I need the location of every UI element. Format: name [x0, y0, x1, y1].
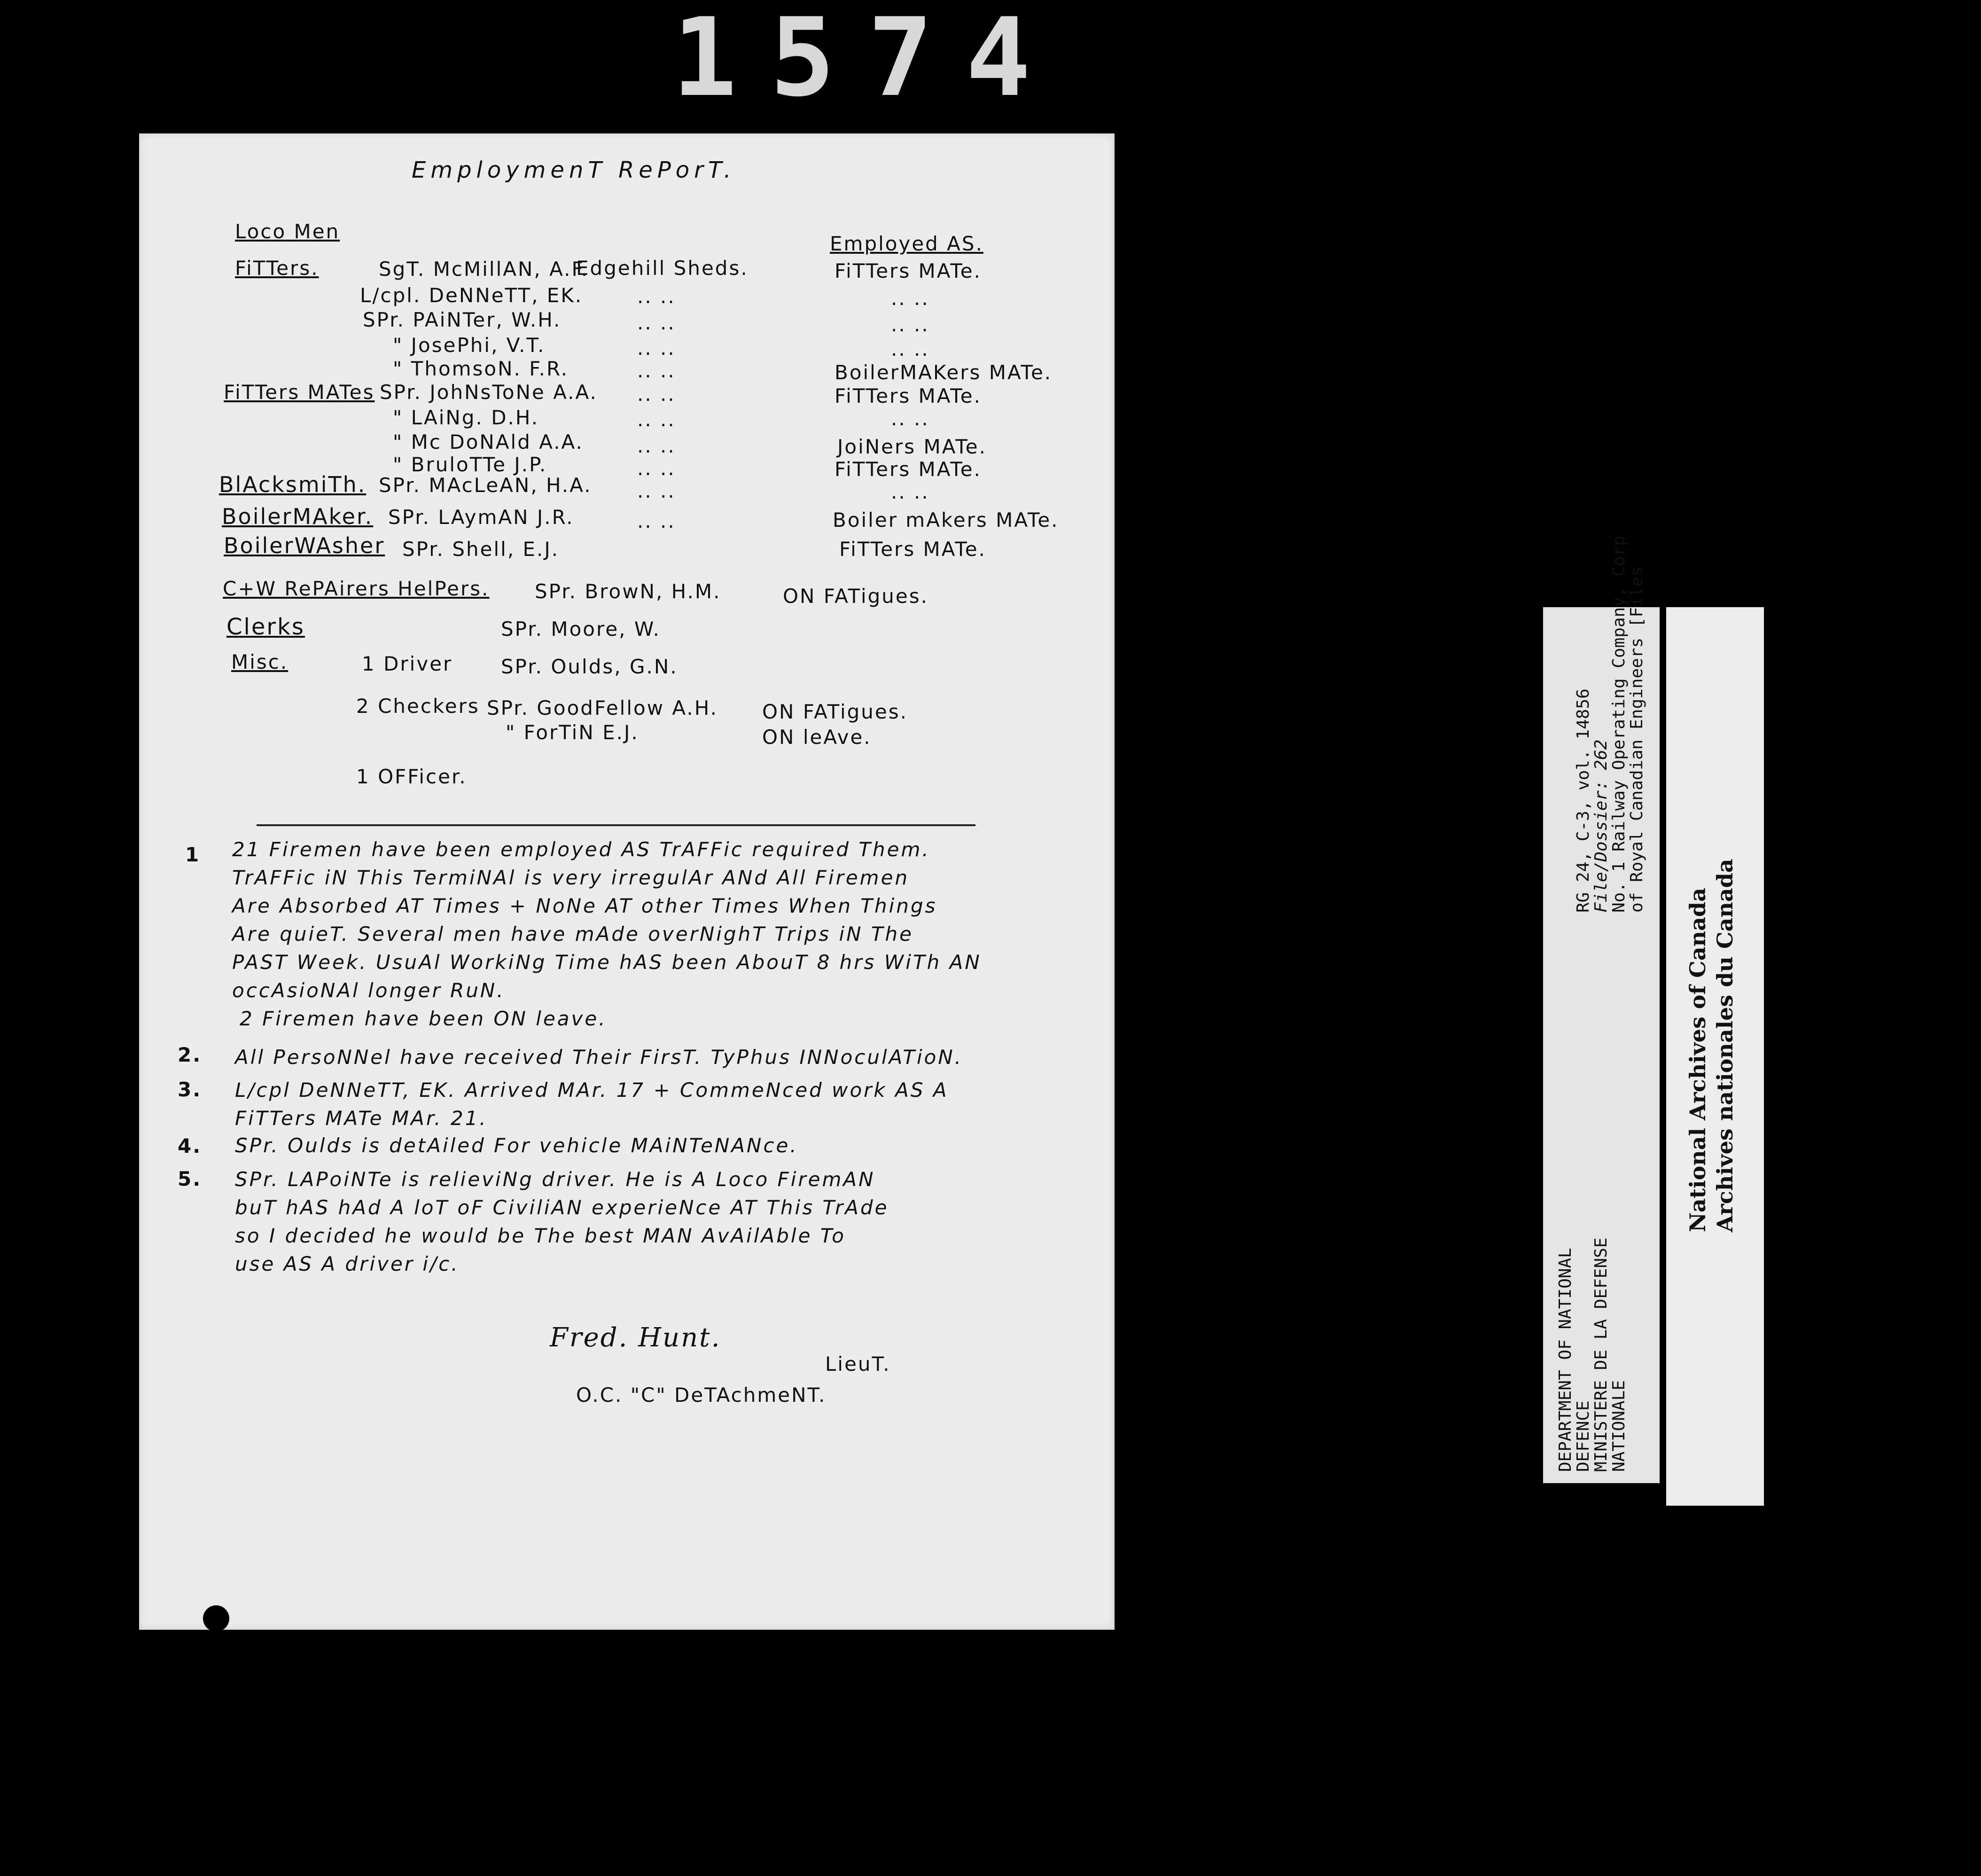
dept-line: DEFENCE — [1574, 1400, 1593, 1472]
roster-name: " LAiNg. D.H. — [393, 406, 539, 429]
misc-driver-name: SPr. Oulds, G.N. — [501, 655, 678, 678]
signature: Fred. Hunt. — [550, 1322, 721, 1353]
roster-employed-as: FiTTers MATe. — [835, 384, 982, 407]
roster-employed-as: FiTTers MATe. — [835, 259, 982, 282]
note-line: Are Absorbed AT Times + NoNe AT other Times When Things — [232, 894, 937, 917]
cw-category: C+W RePAirers HelPers. — [223, 577, 490, 600]
misc-checker-status: ON FATigues. — [762, 700, 908, 723]
roster-location: .. .. — [637, 359, 676, 382]
misc-checker-name: SPr. GoodFellow A.H. — [487, 696, 718, 719]
cw-name: SPr. BrowN, H.M. — [535, 580, 721, 603]
roster-location: .. .. — [637, 336, 676, 360]
roster-employed-as: .. .. — [891, 480, 929, 503]
roster-name: SPr. JohNsToNe A.A. — [380, 381, 598, 404]
roster-name: SPr. PAiNTer, W.H. — [363, 308, 562, 331]
note-line: occAsioNAl longer RuN. — [232, 979, 505, 1002]
note-line: FiTTers MATe MAr. 21. — [235, 1107, 488, 1130]
file-desc-line: No. 1 Railway Operating Company, Corp — [1609, 536, 1629, 913]
note-line: 2 Firemen have been ON leave. — [240, 1007, 607, 1030]
roster-location: .. .. — [637, 479, 676, 502]
dept-line: MINISTERE DE LA DEFENSE — [1591, 1237, 1611, 1472]
roster-employed-as: Boiler mAkers MATe. — [833, 508, 1059, 532]
misc-category: Misc. — [231, 650, 289, 673]
roster-name: SPr. MAcLeAN, H.A. — [379, 474, 592, 497]
roster-category: BoilerMAker. — [222, 504, 374, 529]
archives-en: National Archives of Canada — [1685, 888, 1710, 1232]
roster-name: SgT. McMillAN, A.F. — [379, 258, 589, 281]
report-sheet — [139, 133, 1115, 1630]
misc-checker-status: ON leAve. — [762, 726, 872, 749]
roster-location: .. .. — [637, 383, 676, 406]
rank: LieuT. — [825, 1352, 891, 1376]
roster-location: .. .. — [637, 457, 676, 480]
section-loco-men: Loco Men — [235, 220, 340, 243]
note-line: 21 Firemen have been employed AS TrAFFic required Them. — [232, 838, 930, 861]
file-dossier: File/Dossier: 262 — [1591, 739, 1611, 913]
roster-location: .. .. — [637, 311, 676, 334]
misc-officer: 1 OFFicer. — [356, 765, 467, 788]
note-line: PAST Week. UsuAl WorkiNg Time hAS been AbouT 8 hrs WiTh AN — [232, 951, 982, 974]
clerks-name: SPr. Moore, W. — [501, 618, 661, 641]
roster-employed-as: FiTTers MATe. — [835, 458, 982, 481]
roster-name: " JosePhi, V.T. — [393, 334, 546, 357]
dept-line: DEPARTMENT OF NATIONAL — [1556, 1248, 1575, 1472]
report-title: EmploymenT RePorT. — [412, 157, 736, 183]
divider-line — [257, 824, 975, 826]
note-line: Are quieT. Several men have mAde overNighT Trips iN The — [232, 922, 913, 946]
roster-employed-as: JoiNers MATe. — [837, 435, 987, 458]
roster-name: SPr. LAymAN J.R. — [388, 506, 574, 529]
note-line: SPr. Oulds is detAiled For vehicle MAiNTeNANce. — [235, 1134, 798, 1157]
misc-driver-role: 1 Driver — [362, 652, 453, 675]
note-line: use AS A driver i/c. — [235, 1252, 460, 1275]
roster-location: .. .. — [637, 509, 676, 532]
archives-fr: Archives nationales du Canada — [1712, 859, 1738, 1232]
note-number: 1 — [185, 843, 201, 866]
roster-name: " Mc DoNAld A.A. — [393, 430, 584, 453]
note-number: 3. — [178, 1078, 202, 1101]
note-number: 5. — [178, 1167, 202, 1190]
roster-name: " BruloTTe J.P. — [393, 453, 547, 476]
dept-line: NATIONALE — [1609, 1380, 1629, 1472]
archive-ref: RG 24, C-3, vol. 14856 — [1574, 688, 1593, 913]
roster-employed-as: .. .. — [891, 337, 929, 360]
roster-category: FiTTers. — [235, 257, 319, 280]
note-line: TrAFFic iN This TermiNAl is very irregulAr ANd All Firemen — [232, 866, 910, 889]
roster-employed-as: FiTTers MATe. — [839, 538, 986, 561]
clerks-category: Clerks — [226, 614, 305, 640]
roster-name: SPr. Shell, E.J. — [402, 538, 560, 561]
note-line: buT hAS hAd A loT oF CiviliAN experieNce AT This TrAde — [235, 1196, 889, 1219]
roster-location: Edgehill Sheds. — [576, 257, 749, 280]
roster-category: BlAcksmiTh. — [219, 472, 367, 497]
roster-name: " ThomsoN. F.R. — [393, 357, 569, 380]
detachment: O.C. "C" DeTAchmeNT. — [576, 1384, 827, 1407]
note-line: SPr. LAPoiNTe is relieviNg driver. He is A Loco FiremAN — [235, 1168, 875, 1191]
roster-category: BoilerWAsher — [224, 533, 385, 558]
punch-hole — [203, 1605, 229, 1632]
roster-name: L/cpl. DeNNeTT, EK. — [360, 284, 583, 307]
roster-employed-as: .. .. — [891, 407, 929, 430]
roster-location: .. .. — [637, 408, 676, 431]
note-number: 4. — [178, 1134, 202, 1157]
frame-number: 1574 — [672, 0, 1064, 121]
roster-location: .. .. — [637, 434, 676, 457]
note-line: All PersoNNel have received Their FirsT. TyPhus INNoculATioN. — [235, 1046, 963, 1069]
employed-as-header: Employed AS. — [830, 232, 983, 255]
note-line: L/cpl DeNNeTT, EK. Arrived MAr. 17 + CommeNced work AS A — [235, 1079, 949, 1102]
roster-location: .. .. — [637, 285, 676, 308]
roster-employed-as: .. .. — [891, 313, 929, 336]
roster-category: FiTTers MATes — [224, 381, 375, 404]
note-line: so I decided he would be The best MAN AvAilAble To — [235, 1224, 846, 1247]
file-desc-line: of Royal Canadian Engineers [Files — [1627, 566, 1646, 913]
misc-checkers-role: 2 Checkers — [356, 695, 480, 718]
archive-label-dept — [1543, 536, 1660, 1483]
archive-label-nac — [1666, 607, 1764, 1506]
roster-employed-as: .. .. — [891, 287, 929, 310]
note-number: 2. — [178, 1043, 202, 1066]
cw-status: ON FATigues. — [783, 585, 928, 608]
roster-employed-as: BoilerMAKers MATe. — [835, 361, 1053, 384]
misc-checker-name: " ForTiN E.J. — [506, 721, 639, 744]
